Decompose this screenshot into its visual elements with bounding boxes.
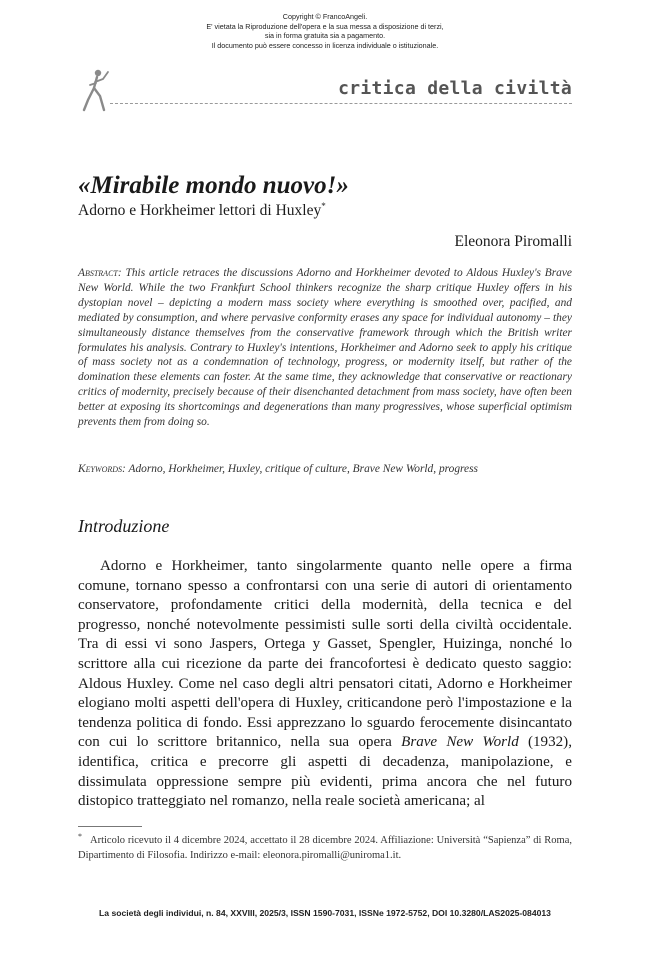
header-rule	[110, 103, 572, 104]
body-text-part2: (1932), identifica, critica e precorre gli aspetti di decadenza, manipolazione, e dissimulata oppressione sempre più evidenti, prima ancora che nel futuro distopico tratteggiato nel romanzo, nella reale società americana; al	[78, 734, 572, 810]
section-header: critica della civiltà	[338, 78, 572, 99]
footnote-mark: *	[78, 832, 82, 841]
section-title: Introduzione	[78, 516, 170, 536]
footnote	[78, 830, 572, 863]
article-author: Eleonora Piromalli	[454, 233, 572, 250]
figure-logo-icon	[78, 66, 118, 116]
body-paragraph	[78, 557, 572, 812]
article-title: «Mirabile mondo nuovo!»	[78, 172, 349, 199]
article-subtitle	[78, 201, 326, 220]
footnote-rule	[78, 826, 142, 827]
body-text-part1: Adorno e Horkheimer, tanto singolarmente quanto nelle opere a firma comune, tornano spesso a confrontarsi con una serie di autori di orientamento conservatore, profondamente critici della modernità, della tecnica e del progresso, nonché notevolmente pessimisti sulle sorti della civiltà occidentale. Tra di essi vi sono Jaspers, Ortega y Gasset, Spengler, Huizinga, nonché lo scrittore alla cui ricezione da parte dei francofortesi è dedicato questo saggio: Aldous Huxley. Come nel caso degli altri pensatori citati, Adorno e Horkheimer elogiano molti aspetti dell'opera di Huxley, criticandone però l'impostazione e la tendenza politica di fondo. Essi apprezzano lo sguardo ferocemente disincantato con cui lo scrittore britannico, nella sua opera	[78, 558, 572, 751]
copyright-line: E' vietata la Riproduzione dell'opera e la sua messa a disposizione di terzi,	[206, 21, 444, 31]
keywords-label: Keywords:	[78, 463, 126, 475]
footnote-marker[interactable]: *	[321, 201, 326, 211]
copyright-line: Il documento può essere concesso in licenza individuale o istituzionale.	[211, 40, 439, 50]
body-text-italic: Brave New World	[401, 734, 519, 751]
keywords	[78, 462, 572, 477]
abstract-text: This article retraces the discussions Adorno and Horkheimer devoted to Aldous Huxley's Brave New World. While the two Frankfurt School thinkers recognize the sharp critique Huxley offers in his dystopian novel – depicting a modern mass society where everything is smoothed over, pacified, and mediated by consumption, and where pervasive conformity erases any space for individual autonomy – they simultaneously distance themselves from the conservative framework through which the British writer formulates his analysis. Contrary to Huxley's intentions, Horkheimer and Adorno seek to apply his critique of mass society not as a condemnation of technology, progress, or modernity itself, but rather of the domination these elements can foster. At the same time, they acknowledge that conservative or reactionary critics of modernity, precisely because of their disenchanted detachment from mass society, have often been better at exposing its shortcomings and degenerations than many progressives, whose superficial optimism prevents them from doing so.	[78, 267, 572, 429]
copyright-line: sia in forma gratuita sia a pagamento.	[264, 31, 386, 41]
footnote-text: Articolo ricevuto il 4 dicembre 2024, accettato il 28 dicembre 2024. Affiliazione: Università “Sapienza” di Roma, Dipartimento di Filosofia. Indirizzo e-mail: eleonora.piromalli@uniroma1.it.	[78, 835, 572, 861]
copyright-line: Copyright © FrancoAngeli.	[282, 12, 368, 21]
abstract	[78, 266, 572, 430]
keywords-text: Adorno, Horkheimer, Huxley, critique of culture, Brave New World, progress	[128, 463, 478, 475]
abstract-label: Abstract:	[78, 267, 122, 279]
footer-citation: La società degli individui, n. 84, XXVIII, 2025/3, ISSN 1590-7031, ISSNe 1972-5752, DOI 10.3280/LAS2025-084013	[99, 908, 551, 918]
article-subtitle-text: Adorno e Horkheimer lettori di Huxley	[78, 202, 322, 219]
copyright-notice	[0, 12, 650, 50]
